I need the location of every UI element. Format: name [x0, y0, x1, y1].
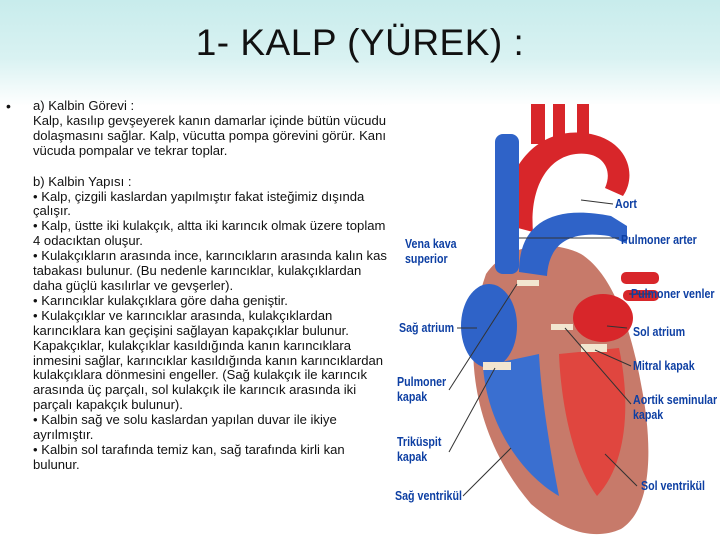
slide-title: 1- KALP (YÜREK) : [195, 22, 525, 63]
label-line: Triküspit [397, 434, 442, 449]
yapi-item: • Kalbin sol tarafında temiz kan, sağ tarafında kirli kan bulunur. [33, 441, 345, 472]
gorev-heading: a) Kalbin Görevi : [33, 98, 135, 113]
left-atrium [573, 294, 633, 342]
label-sag-ventrikul: Sağ ventrikül [395, 488, 462, 503]
yapi-item: • Kalp, çizgili kaslardan yapılmıştır fakat isteğimiz dışında çalışır. [33, 188, 365, 219]
label-aortik-kapak [633, 392, 717, 422]
yapi-heading: b) Kalbin Yapısı : [33, 173, 132, 189]
aorta-branch [577, 104, 589, 140]
label-pulmoner-kapak [397, 374, 446, 404]
aorta-branch [553, 104, 565, 138]
vena-cava-superior [495, 134, 519, 274]
label-line: Aortik seminular [633, 392, 718, 407]
gorev-text: Kalp, kasılıp gevşeyerek kanın damarlar içinde bütün vücudu dolaşmasını sağlar. Kalp, vücutta pompa görevini görür. Kanı vücuda pompalar ve tekrar toplar. [33, 112, 387, 158]
yapi-item: • Karıncıklar kulakçıklara göre daha geniştir. [33, 292, 288, 308]
label-line: superior [405, 251, 448, 266]
paragraph-gap [33, 159, 387, 175]
bullet-marker: • [6, 98, 11, 114]
pulmonary-valve [517, 280, 539, 286]
label-pulmoner-arter: Pulmoner arter [621, 232, 697, 247]
label-line: kapak [397, 449, 428, 464]
label-mitral-kapak: Mitral kapak [633, 358, 695, 373]
aortic-valve [551, 324, 573, 330]
pulmonary-vein [621, 272, 659, 284]
yapi-item: • Kulakçıklar ve karıncıklar arasında, kulakçıklardan karıncıklara kan geçişini sağlayan kapakçıklar bulunur. Kapakçıklar, kulakçıklar kasıldığında kanın karıncıklara inmesini sağlar, karıncıklar kasıldığında kanın karıncıklardan kulakçıklara dönmesini engeller. (Sağ kulakçık ile karıncık arasında üç parçalı, sol kulakçık ile karıncık arasında iki parçalı kapakçık bulunur). [33, 307, 384, 413]
tricuspid-valve [483, 362, 511, 370]
body-text [33, 99, 387, 473]
yapi-item: • Kulakçıkların arasında ince, karıncıkların arasında kalın kas tabakası bulunur. (Bu nedenle karıncıklar, kulakçıklardan daha güçlü kasılırlar ve gevşerler). [33, 248, 387, 293]
label-vena-kava [405, 236, 457, 266]
heart-diagram [391, 104, 720, 540]
leader-line [463, 448, 511, 496]
label-aort: Aort [615, 196, 637, 211]
yapi-item: • Kalbin sağ ve solu kaslardan yapılan duvar ile ikiye ayrılmıştır. [33, 412, 337, 443]
label-line: kapak [397, 389, 428, 404]
label-sol-ventrikul: Sol ventrikül [641, 478, 705, 493]
label-line: kapak [633, 407, 664, 422]
label-pulmoner-venler: Pulmoner venler [631, 286, 715, 301]
label-trikuspit-kapak [397, 434, 441, 464]
label-line: Vena kava [405, 236, 457, 251]
label-line: Pulmoner [397, 374, 447, 389]
label-sol-atrium: Sol atrium [633, 324, 686, 339]
yapi-item: • Kalp, üstte iki kulakçık, altta iki karıncık olmak üzere toplam 4 odacıktan oluşur. [33, 218, 386, 249]
label-sag-atrium: Sağ atrium [399, 320, 455, 335]
leader-line [581, 200, 613, 204]
aorta-branch [531, 104, 545, 144]
